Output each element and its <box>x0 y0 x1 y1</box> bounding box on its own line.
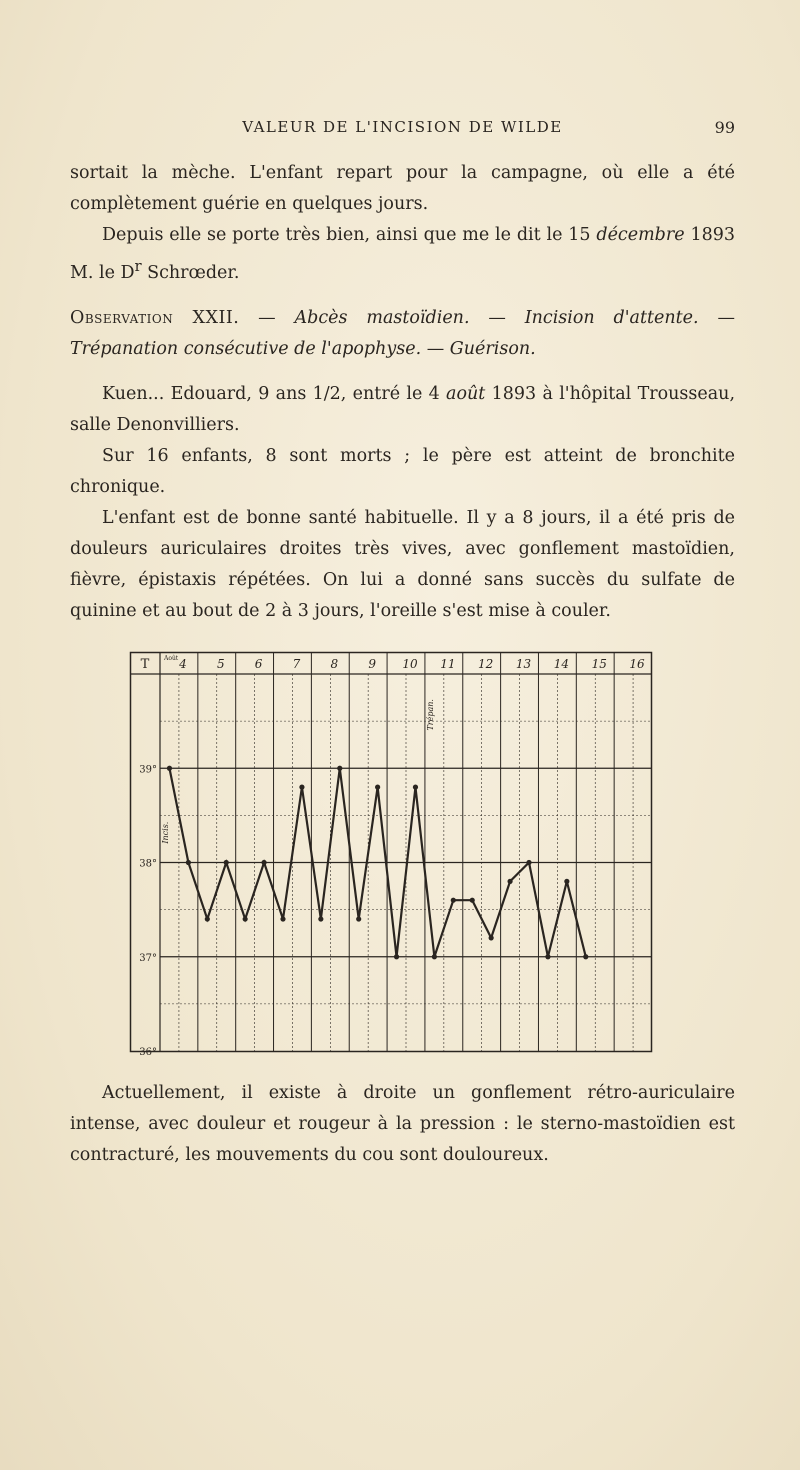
paragraph-text: Actuellement, il existe à droite un gonflement rétro-auriculaire intense, avec douleur et rougeur à la pression : le sterno-mastoïdien est contracturé, les mouvements du cou sont douloureux. <box>70 1083 735 1165</box>
paragraph-text: Sur 16 enfants, 8 sont morts ; le père est atteint de bronchite chronique. <box>70 445 735 497</box>
observation-title-part: Trépanation consécutive de l'apophyse. <box>70 338 422 359</box>
paragraph-current-state <box>70 1078 735 1171</box>
temperature-chart-svg <box>130 652 652 1058</box>
paragraph-patient <box>70 379 735 441</box>
day-tick-label: 8 <box>330 657 339 671</box>
temperature-data-point <box>356 916 361 921</box>
temperature-data-point <box>432 954 437 959</box>
day-tick-label: 4 <box>179 657 187 671</box>
paragraph-text: sortait la mèche. L'enfant repart pour la campagne, où elle a été complètement guérie en quelques jours. <box>70 163 735 214</box>
temperature-data-point <box>318 916 323 921</box>
corner-label: T <box>140 657 150 672</box>
temperature-data-point <box>299 785 304 790</box>
temperature-data-point <box>167 766 172 771</box>
paragraph-followup <box>70 220 735 289</box>
temperature-data-point <box>337 766 342 771</box>
temperature-tick-label: 38° <box>139 858 157 870</box>
text-run: Depuis elle se porte très bien, ainsi que me le dit le 15 <box>102 225 597 245</box>
day-tick-label: 15 <box>591 657 607 671</box>
temperature-tick-label: 36° <box>139 1047 157 1058</box>
italic-date: décembre <box>596 225 685 245</box>
day-tick-label: 7 <box>292 657 301 671</box>
temperature-data-point <box>205 916 210 921</box>
temperature-tick-label: 37° <box>139 952 157 964</box>
observation-title-part: Incision d'attente. <box>524 307 699 328</box>
temperature-data-point <box>526 860 531 865</box>
day-tick-label: 14 <box>553 657 570 671</box>
temperature-tick-label: 39° <box>139 764 157 776</box>
observation-heading <box>70 303 735 365</box>
paragraph-continuation <box>70 158 735 220</box>
running-title: VALEUR DE L'INCISION DE WILDE <box>242 118 563 136</box>
text-run: 1893 M. le D <box>70 225 735 283</box>
temperature-data-point <box>507 879 512 884</box>
day-tick-label: 9 <box>368 657 376 671</box>
temperature-data-point <box>451 898 456 903</box>
day-tick-label: 11 <box>440 657 456 671</box>
temperature-data-point <box>186 860 191 865</box>
text-block-top <box>70 158 735 627</box>
text-block-bottom <box>70 1078 735 1171</box>
day-tick-label: 13 <box>515 657 532 671</box>
separator: — <box>698 307 735 328</box>
paragraph-family <box>70 441 735 503</box>
temperature-data-point <box>280 916 285 921</box>
temperature-data-point <box>545 954 550 959</box>
temperature-data-point <box>583 954 588 959</box>
temperature-data-point <box>489 935 494 940</box>
temperature-data-point <box>243 916 248 921</box>
separator: — <box>469 307 525 328</box>
separator: — <box>421 338 450 359</box>
day-tick-label: 5 <box>216 657 225 671</box>
observation-title-part: Abcès mastoïdien. <box>294 307 470 328</box>
chart-frame <box>131 653 652 1052</box>
day-tick-label: 16 <box>629 657 645 671</box>
observation-label: Observation XXII. <box>70 307 240 328</box>
chart-annotation: Incis. <box>161 821 170 844</box>
temperature-data-point <box>224 860 229 865</box>
separator: — <box>239 307 295 328</box>
temperature-data-point <box>470 898 475 903</box>
temperature-data-point <box>564 879 569 884</box>
chart-annotation: Trépan. <box>425 699 435 731</box>
paragraph-text: L'enfant est de bonne santé habituelle. Il y a 8 jours, il a été pris de douleurs auriculaires droites très vives, avec gonflement mastoïdien, fièvre, épistaxis répétées. On lui a donné sans succès du sulfate de quinine et au bout de 2 à 3 jours, l'oreille s'est mise à couler. <box>70 507 735 621</box>
temperature-data-point <box>261 860 266 865</box>
page-header <box>70 118 735 146</box>
temperature-data-point <box>394 954 399 959</box>
text-run: Kuen... Edouard, 9 ans 1/2, entré le 4 <box>102 383 447 404</box>
temperature-data-point <box>375 785 380 790</box>
day-tick-label: 10 <box>402 657 418 671</box>
day-tick-label: 12 <box>478 657 494 671</box>
day-tick-label: 6 <box>254 657 263 671</box>
page-number: 99 <box>714 118 735 137</box>
superscript: r <box>134 258 142 275</box>
text-run: 1893 à l'hôpital Trousseau, salle Denonvilliers. <box>70 383 736 435</box>
italic-date: août <box>446 383 486 404</box>
month-label: Août <box>164 655 179 662</box>
text-run: Schrœder. <box>141 262 240 283</box>
temperature-data-point <box>413 785 418 790</box>
temperature-chart <box>130 652 652 1058</box>
paragraph-history <box>70 503 735 627</box>
observation-title-part: Guérison. <box>449 338 536 359</box>
